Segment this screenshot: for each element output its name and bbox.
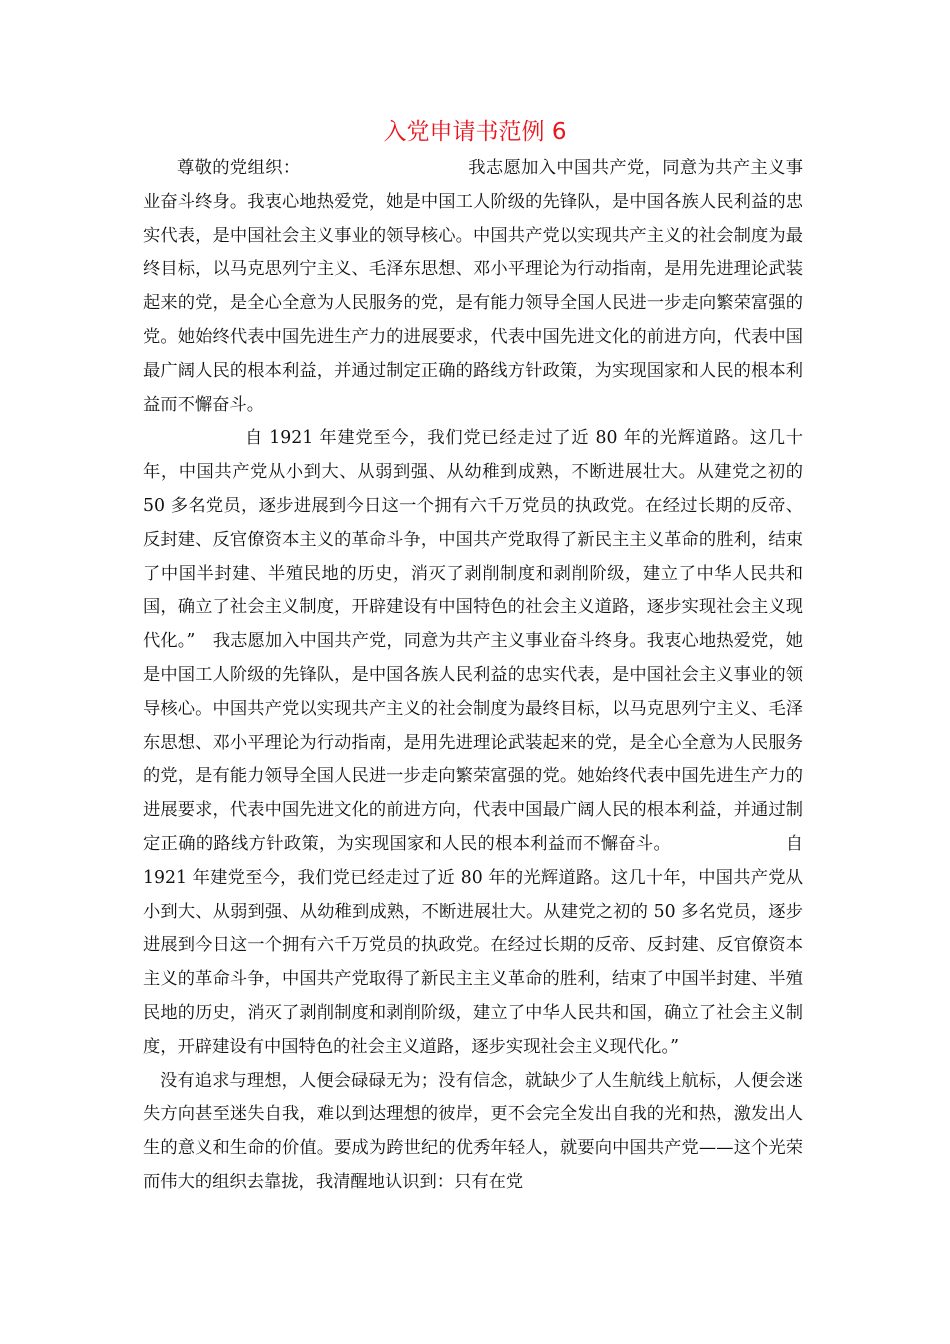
document-title: 入党申请书范例 6 [383,119,567,145]
paragraph-history: 自 1921 年建党至今，我们党已经走过了近 80 年的光辉道路。这几十年，中国共产党从小到大、从弱到强、从幼稚到成熟，不断进展壮大。从建党之初的 50 多名党员，逐步进展到今日这一个拥有六千万党员的执政党。在经过长期的反帝、反封建、反官僚资本主义的革命斗争，中国共产党取得了新民主主义革命的胜利，结束了中国半封建、半殖民地的历史，消灭了剥削制度和剥削阶级，建立了中华人民共和国，确立了社会主义制度，开辟建设有中国特色的社会主义道路，逐步实现社会主义现代化。” 我志愿加入中国共产党，同意为共产主义事业奋斗终身。我衷心地热爱党，她是中国工人阶级的先锋队，是中国各族人民利益的忠实代表，是中国社会主义事业的领导核心。中国共产党以实现共产主义的社会制度为最终目标，以马克思列宁主义、毛泽东思想、邓小平理论为行动指南，是用先进理论武装起来的党，是全心全意为人民服务的党，是有能力领导全国人民进一步走向繁荣富强的党。她始终代表中国先进生产力的进展要求，代表中国先进文化的前进方向，代表中国最广阔人民的根本利益，并通过制定正确的路线方针政策，为实现国家和人民的根本利益而不懈奋斗。 自 1921 年建党至今，我们党已经走过了近 80 年的光辉道路。这几十年，中国共产党从小到大、从弱到强、从幼稚到成熟，不断进展壮大。从建党之初的 50 多名党员，逐步进展到今日这一个拥有六千万党员的执政党。在经过长期的反帝、反封建、反官僚资本主义的革命斗争，中国共产党取得了新民主主义革命的胜利，结束了中国半封建、半殖民地的历史，消灭了剥削制度和剥削阶级，建立了中华人民共和国，确立了社会主义制度，开辟建设有中国特色的社会主义道路，逐步实现社会主义现代化。” [143,428,803,1057]
document-body [143,152,803,1200]
paragraph-ideals: 没有追求与理想，人便会碌碌无为；没有信念，就缺少了人生航线上航标，人便会迷失方向甚至迷失自我，难以到达理想的彼岸，更不会完全发出自我的光和热，激发出人生的意义和生命的价值。要成为跨世纪的优秀年轻人，就要向中国共产党——这个光荣而伟大的组织去靠拢，我清醒地认识到：只有在党 [143,1070,803,1192]
paragraph-salutation: 尊敬的党组织： 我志愿加入中国共产党，同意为共产主义事业奋斗终身。我衷心地热爱党，她是中国工人阶级的先锋队，是中国各族人民利益的忠实代表，是中国社会主义事业的领导核心。中国共产党以实现共产主义的社会制度为最终目标，以马克思列宁主义、毛泽东思想、邓小平理论为行动指南，是用先进理论武装起来的党，是全心全意为人民服务的党，是有能力领导全国人民进一步走向繁荣富强的党。她始终代表中国先进生产力的进展要求，代表中国先进文化的前进方向，代表中国最广阔人民的根本利益，并通过制定正确的路线方针政策，为实现国家和人民的根本利益而不懈奋斗。 [143,158,803,415]
